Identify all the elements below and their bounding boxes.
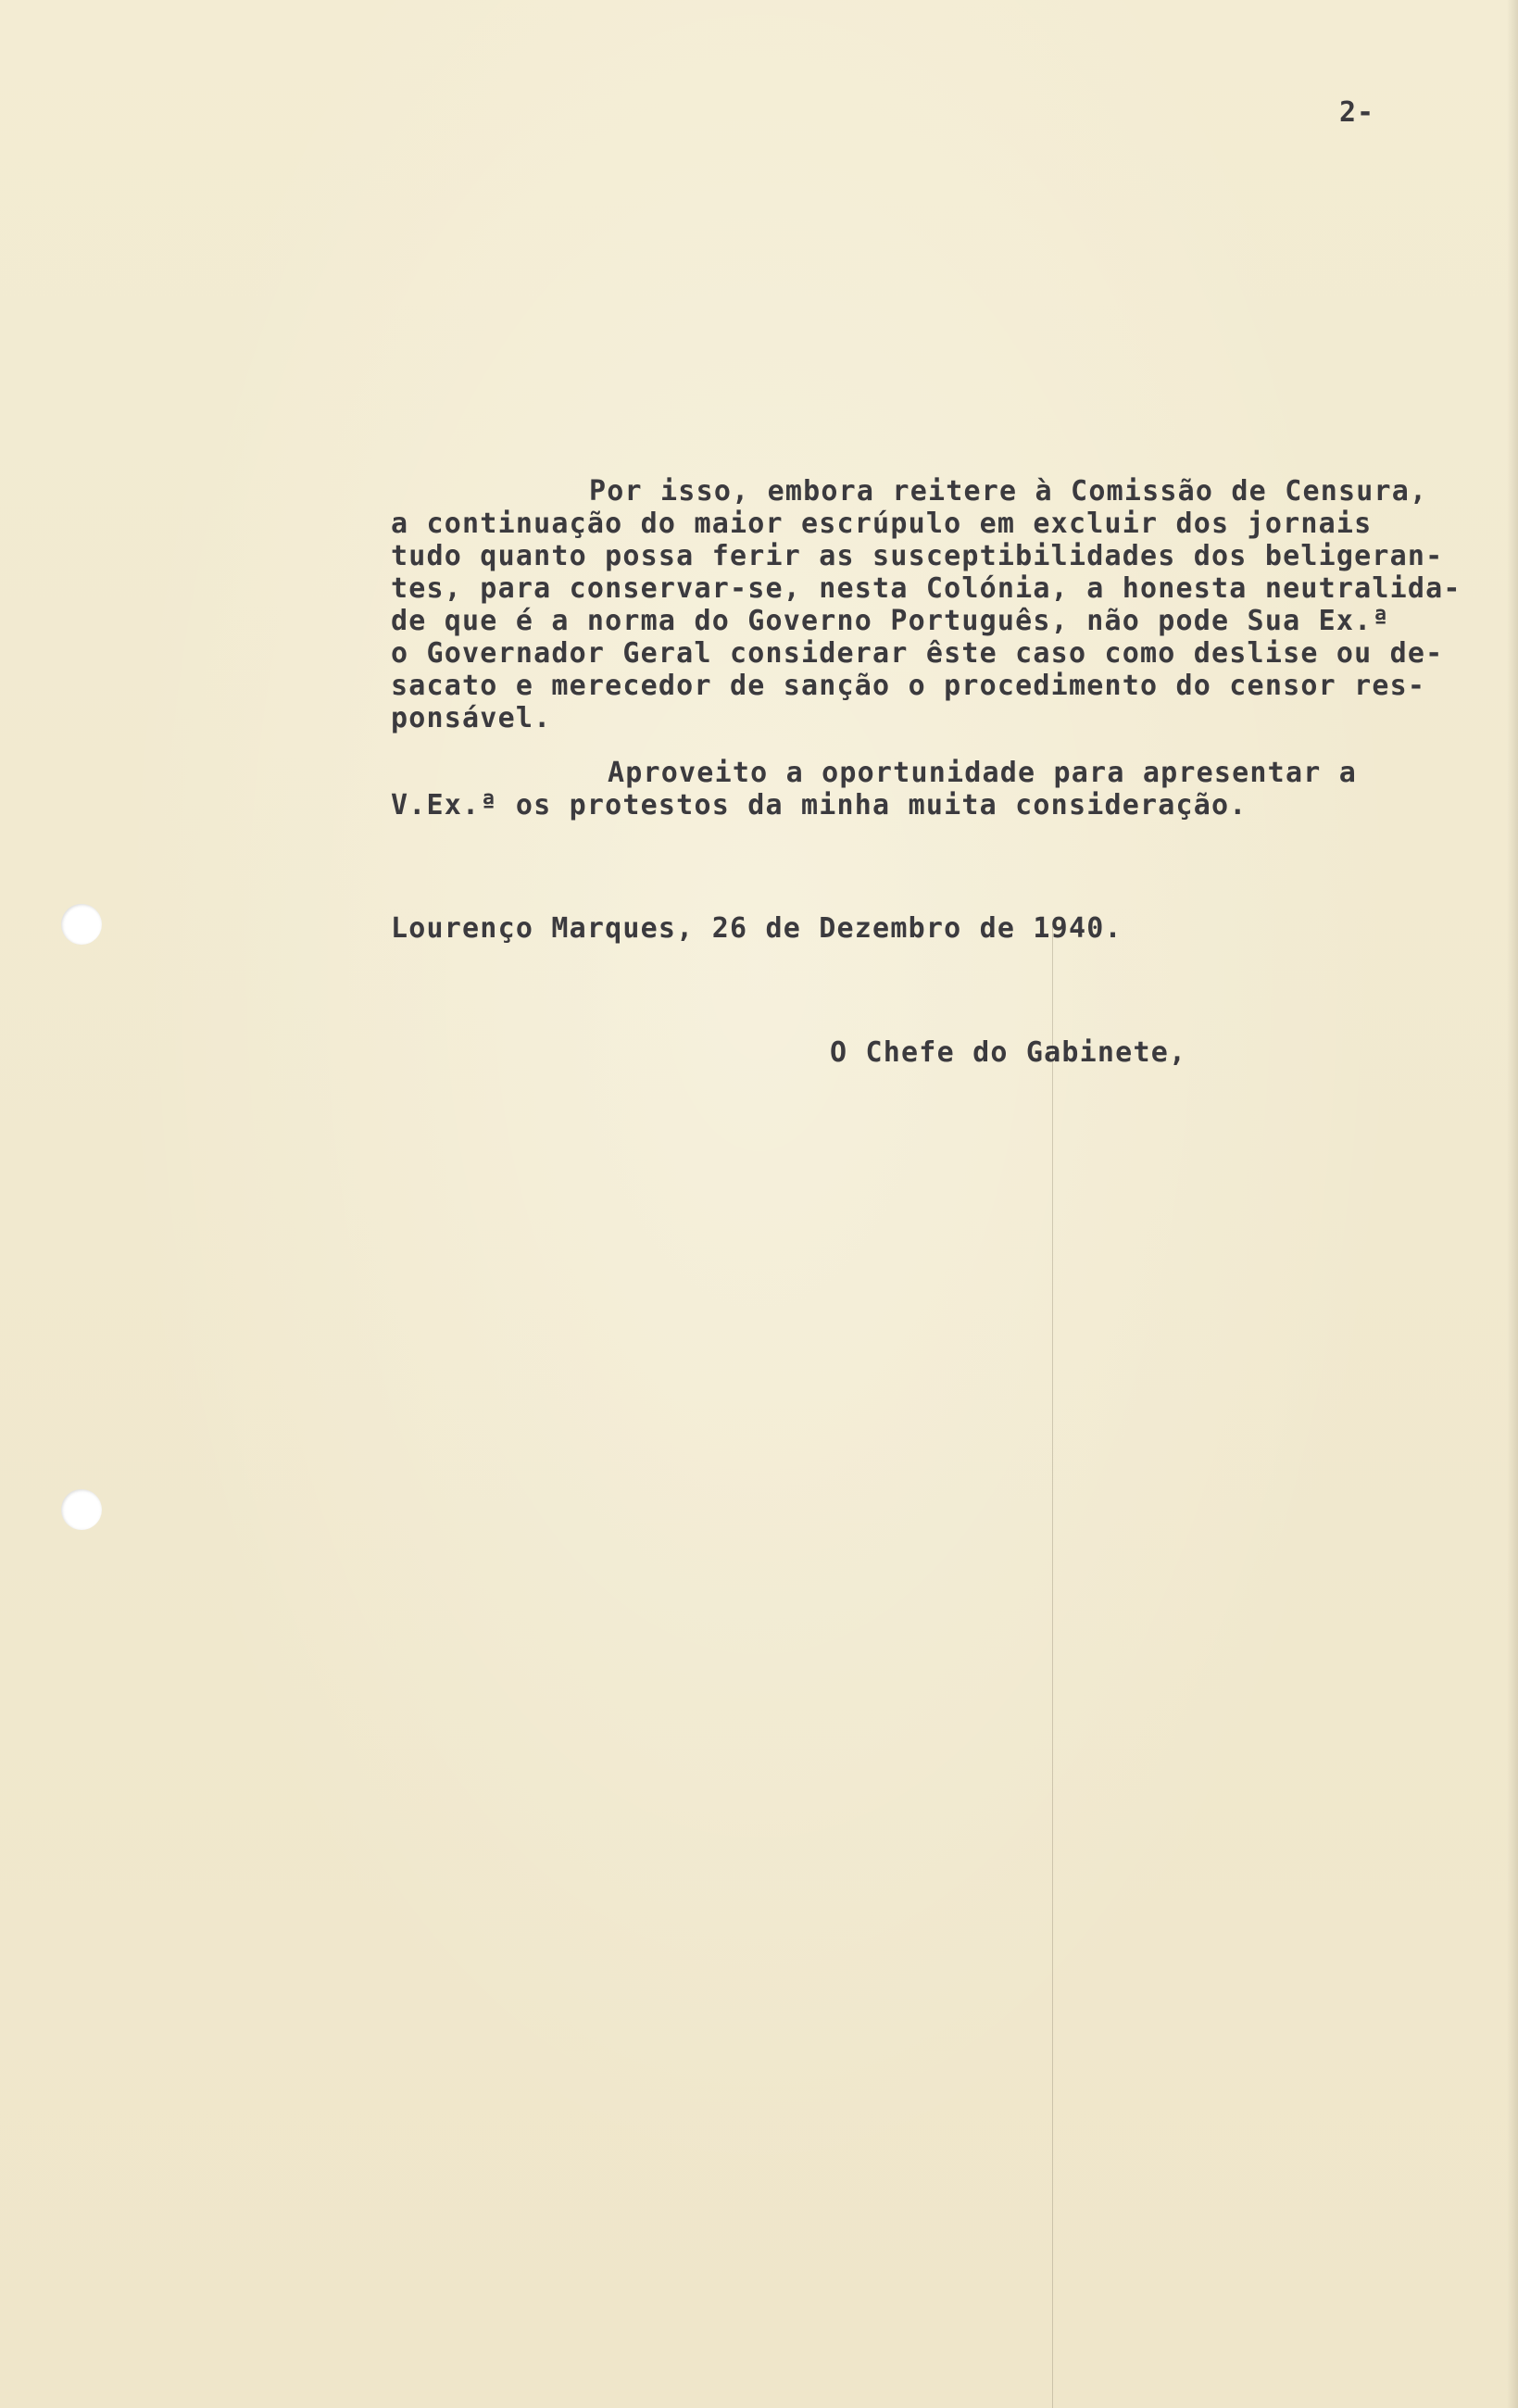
paragraph-line: Por isso, embora reitere à Comissão de Censura, [589, 475, 1428, 508]
paragraph-line: ponsável. [391, 702, 552, 734]
punch-hole-top [61, 904, 102, 945]
date-line: Lourenço Marques, 26 de Dezembro de 1940. [391, 912, 1123, 945]
paragraph-line: sacato e merecedor de sanção o procedimento do censor res- [391, 670, 1426, 702]
paragraph-line: a continuação do maior escrúpulo em excluir dos jornais [391, 508, 1373, 540]
punch-hole-bottom [61, 1489, 102, 1530]
paragraph-line: tudo quanto possa ferir as susceptibilidades dos beligeran- [391, 540, 1444, 572]
fold-crease [1052, 926, 1053, 2408]
paragraph-line: de que é a norma do Governo Português, não pode Sua Ex.ª [391, 605, 1390, 637]
paragraph-line: tes, para conservar-se, nesta Colónia, a honesta neutralida- [391, 572, 1462, 605]
paragraph-line: V.Ex.ª os protestos da minha muita consideração. [391, 789, 1248, 821]
page-number: 2- [1339, 96, 1375, 129]
signature-line: O Chefe do Gabinete, [830, 1036, 1187, 1069]
paragraph-line: o Governador Geral considerar êste caso como deslise ou de- [391, 637, 1444, 670]
paragraph-line: Aproveito a oportunidade para apresentar a [608, 757, 1357, 789]
page-edge-shadow [1507, 0, 1518, 2408]
